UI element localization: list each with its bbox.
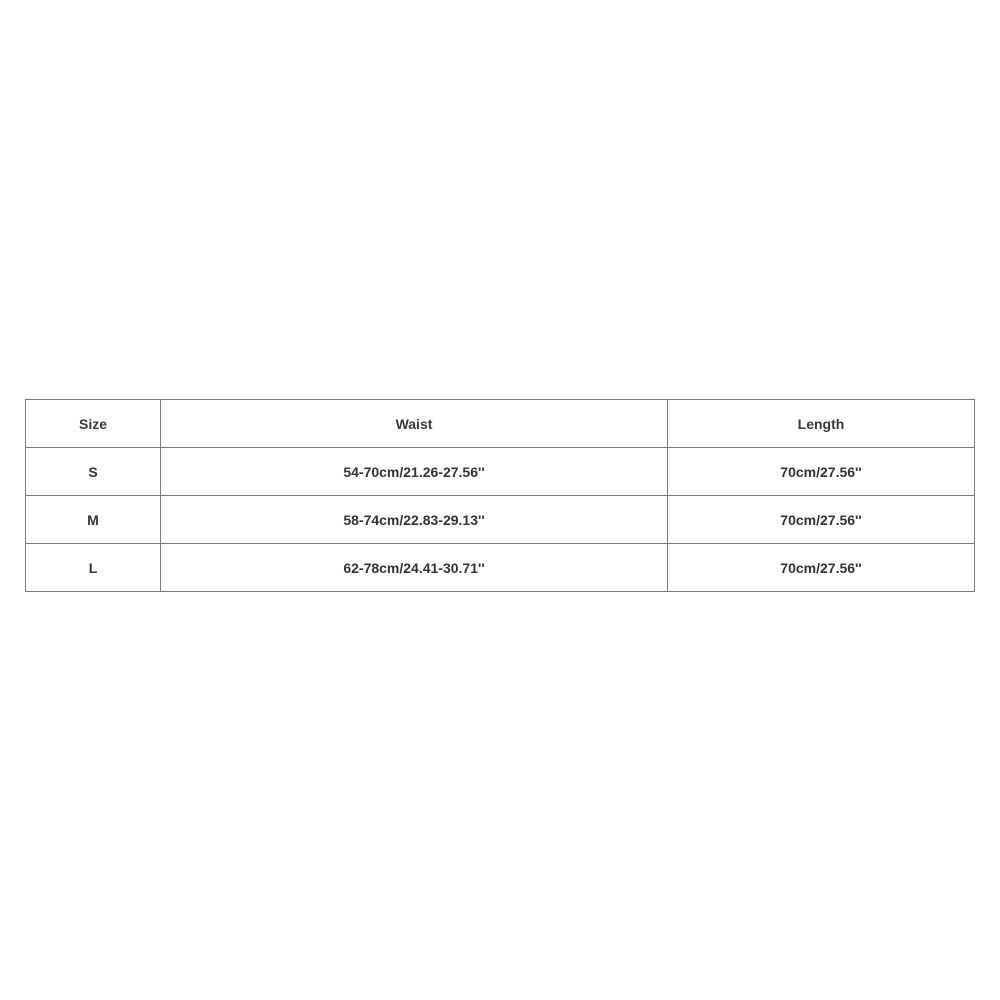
header-waist: Waist [161,400,668,448]
cell-waist: 62-78cm/24.41-30.71'' [161,544,668,592]
cell-waist: 58-74cm/22.83-29.13'' [161,496,668,544]
cell-size: M [26,496,161,544]
cell-size: L [26,544,161,592]
table-header-row [26,400,975,448]
header-size: Size [26,400,161,448]
table-row [26,448,975,496]
table-row [26,544,975,592]
cell-length: 70cm/27.56'' [668,496,975,544]
cell-waist: 54-70cm/21.26-27.56'' [161,448,668,496]
cell-length: 70cm/27.56'' [668,448,975,496]
header-length: Length [668,400,975,448]
size-chart-table [25,399,975,592]
table-row [26,496,975,544]
cell-size: S [26,448,161,496]
cell-length: 70cm/27.56'' [668,544,975,592]
